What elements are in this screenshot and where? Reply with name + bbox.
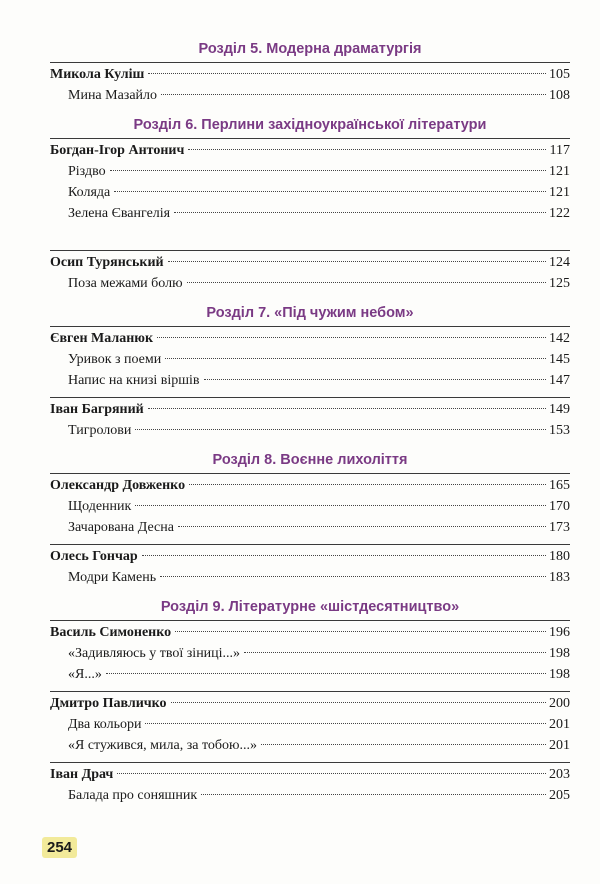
author-name: Микола Куліш: [50, 67, 145, 82]
work-title: «Я стужився, мила, за тобою...»: [68, 738, 257, 753]
toc-author-entry: [50, 328, 570, 349]
page-ref: 142: [549, 331, 570, 346]
page-ref: 180: [549, 549, 570, 564]
dot-leader: [106, 673, 546, 674]
toc-author-entry: [50, 140, 570, 161]
author-name: Іван Драч: [50, 767, 114, 782]
section-title: Розділ 5. Модерна драматургія: [198, 41, 422, 57]
dot-leader: [261, 744, 546, 745]
dot-leader: [165, 358, 546, 359]
author-name: Іван Багряний: [50, 402, 144, 417]
toc-work-entry: [50, 517, 570, 538]
section-title: Розділ 8. Воєнне лихоліття: [212, 452, 408, 468]
author-block: [50, 544, 570, 588]
toc-work-entry: [50, 273, 570, 294]
page-ref: 125: [549, 276, 570, 291]
dot-leader: [244, 652, 546, 653]
author-block: [50, 138, 570, 224]
page-ref: 124: [549, 255, 570, 270]
page-ref: 196: [549, 625, 570, 640]
work-title: «Задивляюсь у твої зіниці...»: [68, 646, 241, 661]
page-ref: 200: [549, 696, 570, 711]
page-ref: 121: [549, 185, 570, 200]
toc-work-entry: [50, 161, 570, 182]
author-block: [50, 62, 570, 106]
toc-author-entry: [50, 64, 570, 85]
work-title: Різдво: [68, 164, 106, 179]
toc-work-entry: [50, 735, 570, 756]
dot-leader: [148, 73, 546, 74]
dot-leader: [110, 170, 546, 171]
dot-leader: [161, 94, 546, 95]
toc-author-entry: [50, 764, 570, 785]
author-name: Дмитро Павличко: [50, 696, 167, 711]
page-ref: 203: [549, 767, 570, 782]
author-name: Олесь Гончар: [50, 549, 138, 564]
dot-leader: [201, 794, 546, 795]
dot-leader: [174, 212, 546, 213]
work-title: Щоденник: [68, 499, 132, 514]
dot-leader: [114, 191, 546, 192]
toc-author-entry: [50, 252, 570, 273]
page-number: 254: [42, 837, 77, 858]
author-name: Василь Симоненко: [50, 625, 172, 640]
dot-leader: [171, 702, 546, 703]
page-ref: 198: [549, 667, 570, 682]
dot-leader: [135, 505, 546, 506]
toc-work-entry: [50, 664, 570, 685]
page-ref: 145: [549, 352, 570, 367]
dot-leader: [204, 379, 546, 380]
author-block: [50, 397, 570, 441]
toc-author-entry: [50, 693, 570, 714]
page-ref: 201: [549, 738, 570, 753]
work-title: Зелена Євангелія: [68, 206, 171, 221]
dot-leader: [160, 576, 546, 577]
dot-leader: [189, 484, 546, 485]
dot-leader: [187, 282, 546, 283]
author-name: Богдан-Ігор Антонич: [50, 143, 185, 158]
author-block: [50, 473, 570, 538]
section-title: Розділ 6. Перлини західноукраїнської літератури: [133, 117, 487, 133]
work-title: Коляда: [68, 185, 111, 200]
author-block: [50, 326, 570, 391]
page-ref: 201: [549, 717, 570, 732]
work-title: Балада про соняшник: [68, 788, 198, 803]
page-ref: 108: [549, 88, 570, 103]
toc-author-entry: [50, 399, 570, 420]
author-name: Євген Маланюк: [50, 331, 154, 346]
toc-work-entry: [50, 567, 570, 588]
page-ref: 205: [549, 788, 570, 803]
page-ref: 122: [549, 206, 570, 221]
author-name: Олександр Довженко: [50, 478, 186, 493]
work-title: Зачарована Десна: [68, 520, 174, 535]
toc-author-entry: [50, 475, 570, 496]
dot-leader: [148, 408, 546, 409]
work-title: «Я...»: [68, 667, 102, 682]
page-ref: 198: [549, 646, 570, 661]
page-ref: 183: [549, 570, 570, 585]
dot-leader: [117, 773, 546, 774]
page-ref: 173: [549, 520, 570, 535]
toc-work-entry: [50, 182, 570, 203]
page-ref: 105: [549, 67, 570, 82]
page-ref: 147: [549, 373, 570, 388]
toc-work-entry: [50, 420, 570, 441]
toc-work-entry: [50, 370, 570, 391]
toc-work-entry: [50, 714, 570, 735]
toc-work-entry: [50, 496, 570, 517]
author-block: [50, 691, 570, 756]
toc-author-entry: [50, 546, 570, 567]
author-name: Осип Турянський: [50, 255, 164, 270]
toc-work-entry: [50, 349, 570, 370]
page-ref: 153: [549, 423, 570, 438]
work-title: Поза межами болю: [68, 276, 183, 291]
spacer: [50, 230, 570, 250]
page-ref: 121: [549, 164, 570, 179]
section-title: Розділ 9. Літературне «шістдесятництво»: [160, 599, 460, 615]
dot-leader: [175, 631, 546, 632]
page-ref: 170: [549, 499, 570, 514]
toc-work-entry: [50, 785, 570, 806]
work-title: Модри Камень: [68, 570, 157, 585]
toc-work-entry: [50, 643, 570, 664]
work-title: Два кольори: [68, 717, 142, 732]
toc-work-entry: [50, 85, 570, 106]
dot-leader: [157, 337, 546, 338]
page-ref: 165: [549, 478, 570, 493]
work-title: Мина Мазайло: [68, 88, 158, 103]
dot-leader: [178, 526, 546, 527]
work-title: Напис на книзі віршів: [68, 373, 200, 388]
dot-leader: [135, 429, 546, 430]
page-ref: 117: [549, 143, 570, 158]
dot-leader: [188, 149, 546, 150]
dot-leader: [142, 555, 546, 556]
author-block: [50, 250, 570, 294]
page-ref: 149: [549, 402, 570, 417]
toc-work-entry: [50, 203, 570, 224]
author-block: [50, 762, 570, 806]
work-title: Тигролови: [68, 423, 132, 438]
section-title: Розділ 7. «Під чужим небом»: [206, 305, 414, 321]
table-of-contents: [50, 30, 570, 812]
toc-author-entry: [50, 622, 570, 643]
dot-leader: [168, 261, 546, 262]
author-block: [50, 620, 570, 685]
work-title: Уривок з поеми: [68, 352, 162, 367]
dot-leader: [145, 723, 546, 724]
